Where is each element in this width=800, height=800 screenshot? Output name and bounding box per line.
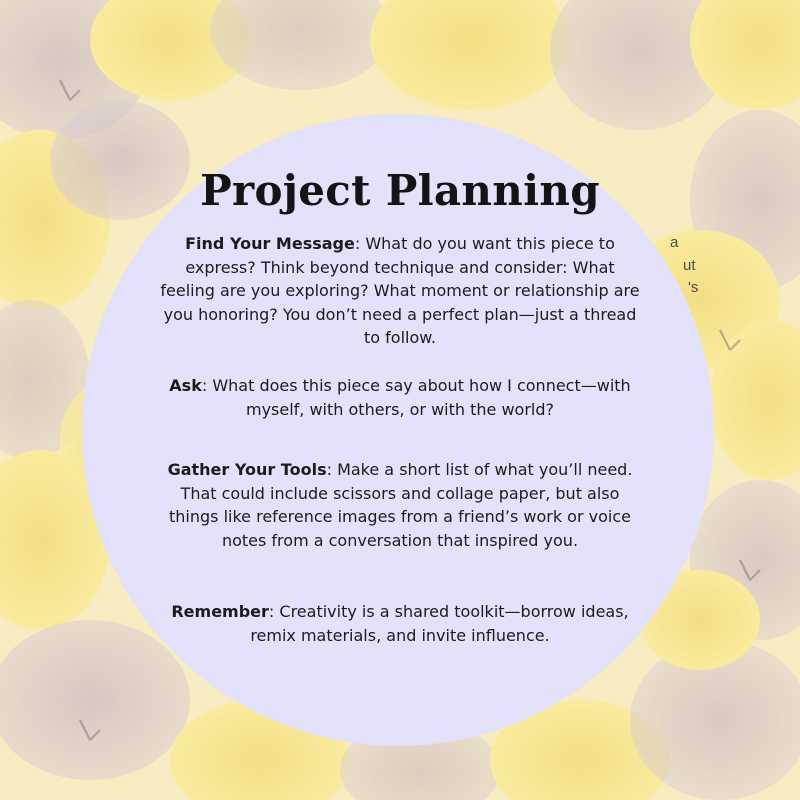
section-label: Find Your Message xyxy=(185,234,355,253)
section-text: : Make a short list of what you’ll need. That could include scissors and collage paper, but also things like reference images from a friend’s work or voice notes from a conversation that inspired you. xyxy=(169,460,633,550)
section-gather-your-tools xyxy=(160,458,640,552)
page-title: Project Planning xyxy=(200,166,600,215)
section-label: Remember xyxy=(171,602,269,621)
background-text-fragment: a xyxy=(670,234,679,251)
section-text: : What does this piece say about how I connect—with myself, with others, or with the world? xyxy=(201,376,631,419)
background-text-fragment: ut xyxy=(683,257,696,274)
section-ask xyxy=(160,374,640,421)
background-text-fragment: 's xyxy=(688,279,699,296)
section-label: Ask xyxy=(169,376,202,395)
section-find-your-message xyxy=(160,232,640,350)
section-label: Gather Your Tools xyxy=(167,460,327,479)
section-remember xyxy=(160,600,640,647)
section-text: : Creativity is a shared toolkit—borrow ideas, remix materials, and invite influence. xyxy=(250,602,629,645)
section-text: : What do you want this piece to express? Think beyond technique and consider: What feeling are you exploring? What moment or relationship are you honoring? You don’t need a perfect plan—just a thread to follow. xyxy=(160,234,640,347)
